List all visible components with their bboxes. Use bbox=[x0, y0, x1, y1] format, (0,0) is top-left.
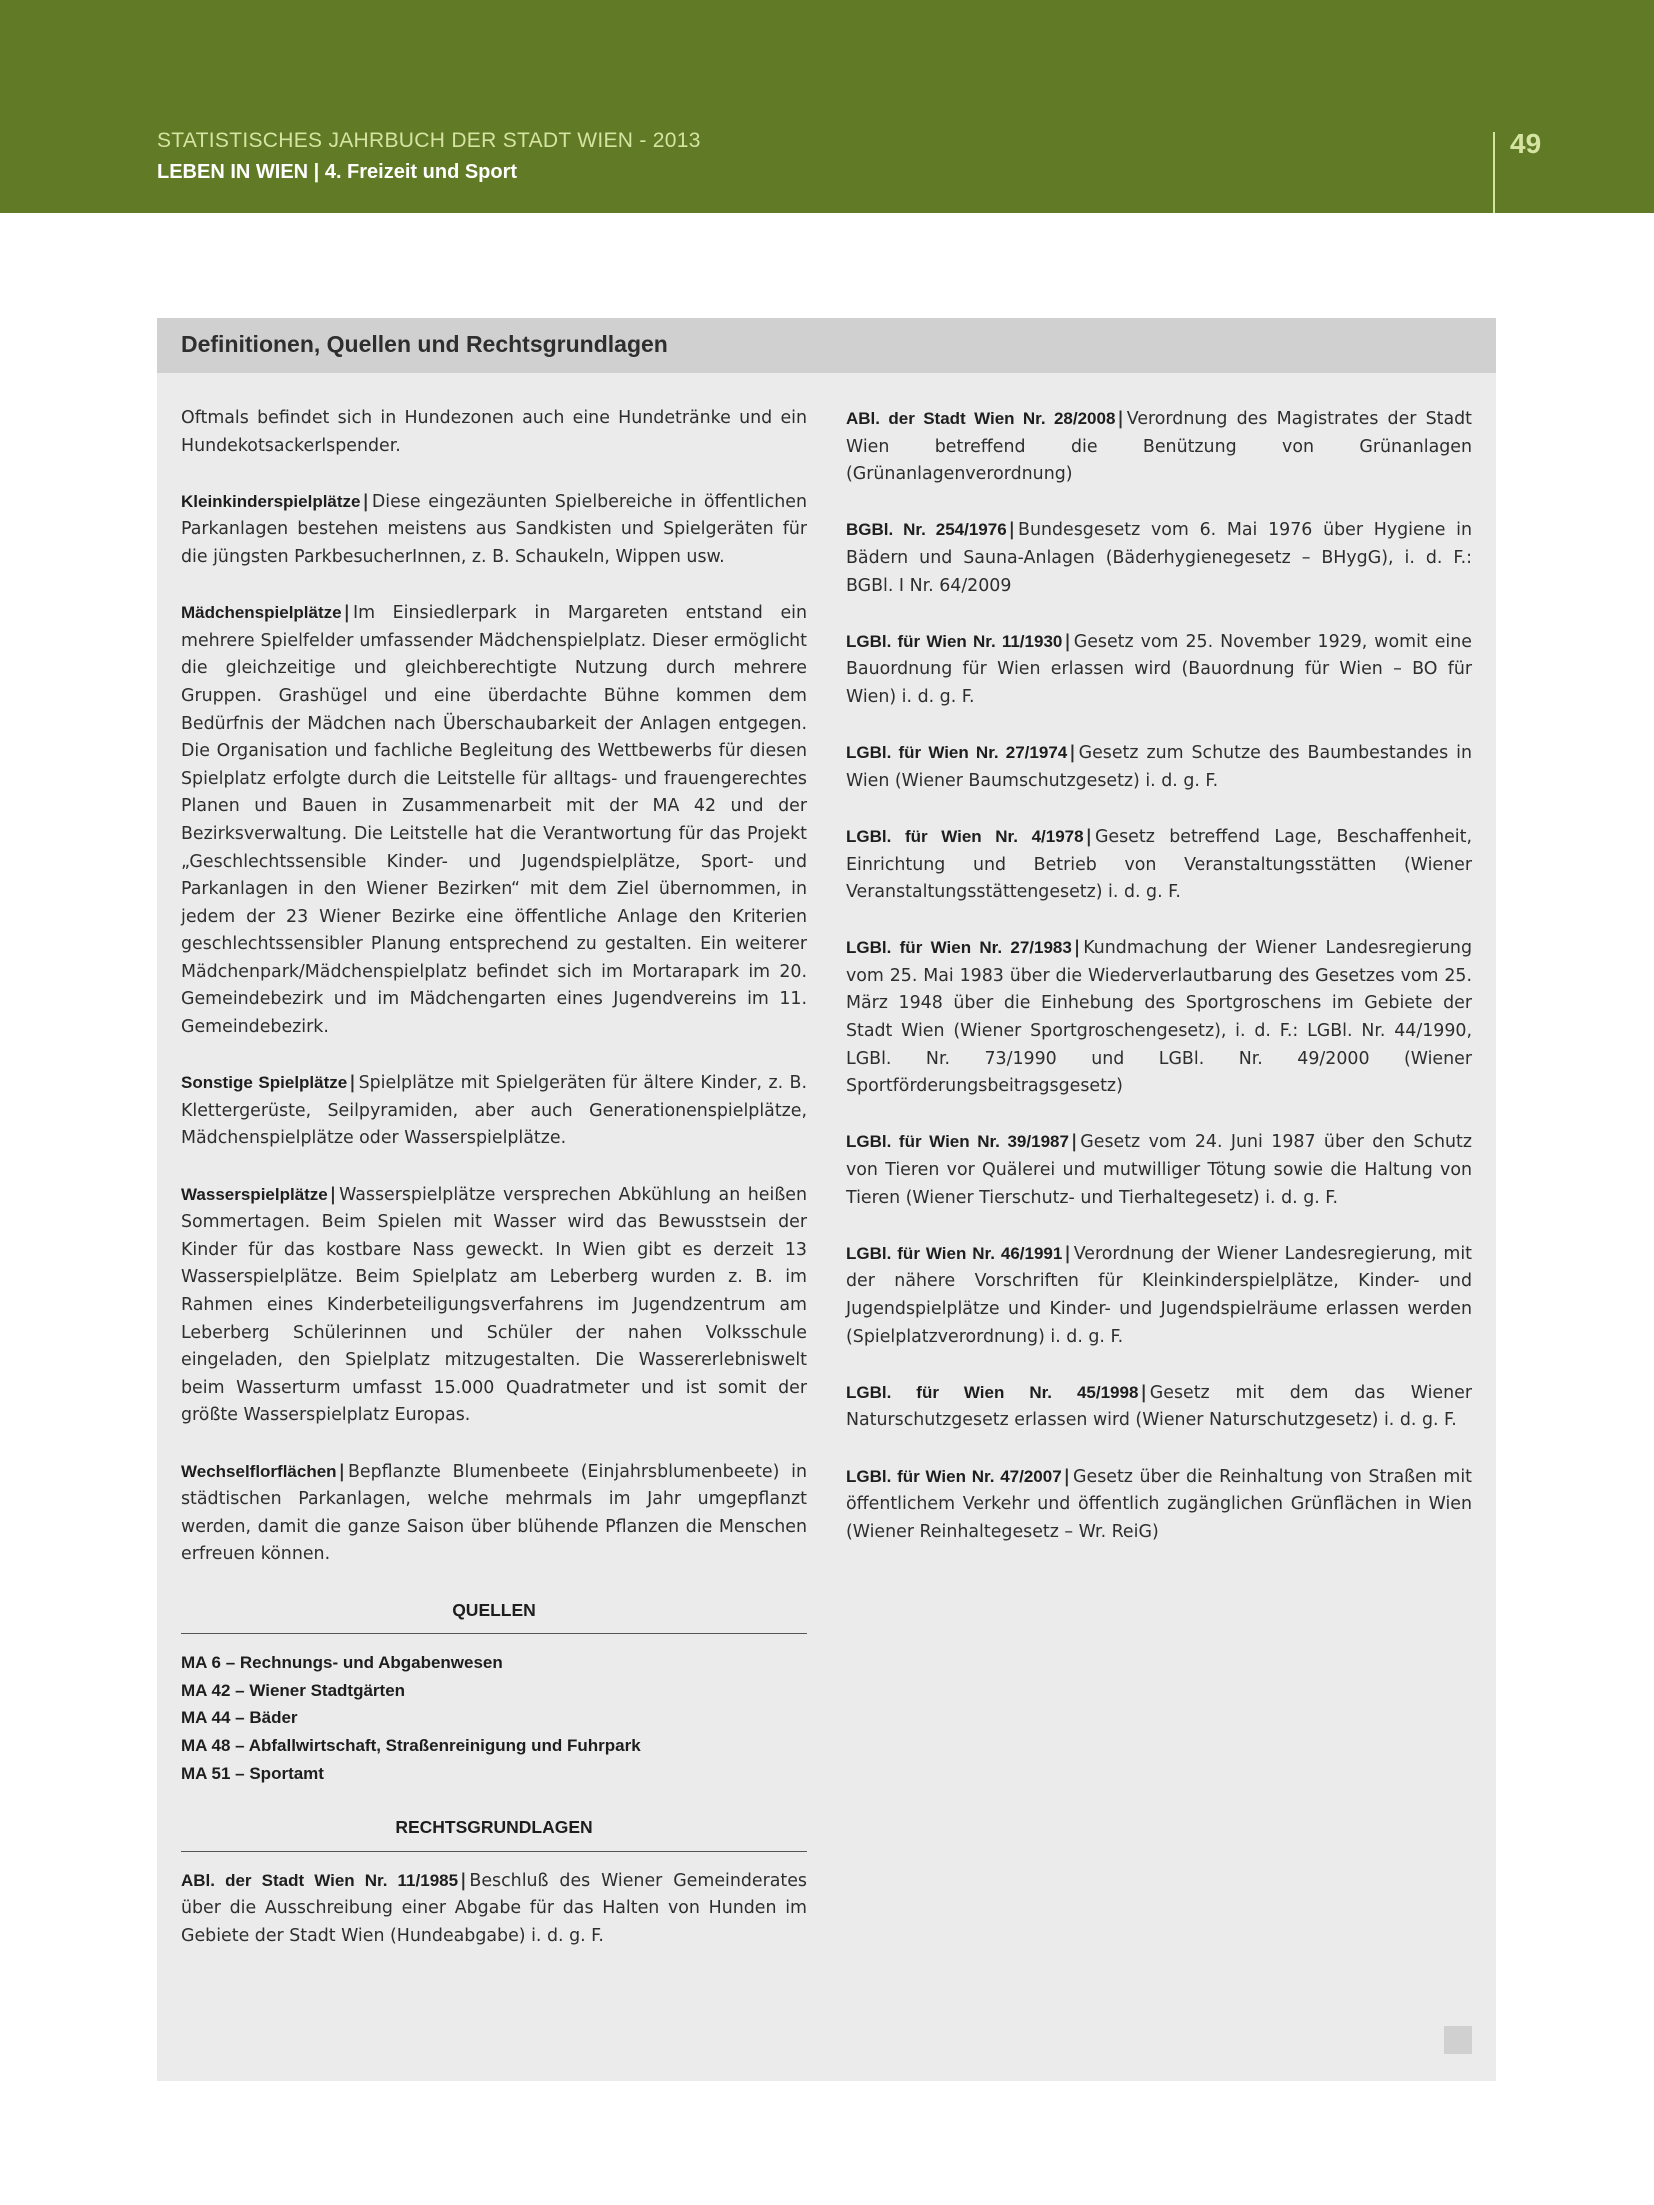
chapter-subtitle: LEBEN IN WIEN | 4. Freizeit und Sport bbox=[157, 161, 518, 183]
legal-term: LGBl. für Wien Nr. 11/1930 bbox=[846, 631, 1063, 651]
source-item: MA 6 – Rechnungs- und Abgabenwesen bbox=[181, 1653, 503, 1673]
panel-title: Definitionen, Quellen und Rechtsgrundlagen bbox=[181, 331, 668, 357]
header-divider bbox=[1493, 132, 1495, 213]
definitions-panel bbox=[157, 318, 1496, 2081]
definition-text: Spielplätze mit Spielgeräten für ältere Kinder, z. B. Klettergerüste, Seilpyramiden, aber auch Generationenspielplätze, Mädchenspielplätze oder Wasserspielplätze. bbox=[181, 1073, 808, 1149]
legal-text: Gesetz vom 25. November 1929, womit eine Bauordnung für Wien erlassen wird (Bauordnung für Wien – BO für Wien) i. d. g. F. bbox=[846, 631, 1472, 707]
page-header bbox=[0, 0, 1654, 213]
definition-paragraph: Wechselflorflächen | Bepflanzte Blumenbeete (Einjahrsblumenbeete) in städtischen Parkanlagen, welche mehrmals im Jahr umgepflanzt werden, damit die ganze Saison über blühende Pflanzen die Menschen erfreuen können. bbox=[181, 1461, 807, 1565]
definition-paragraph: Kleinkinderspielplätze | Diese eingezäunten Spielbereiche in öffentlichen Parkanlagen bestehen meistens aus Sandkisten und Spielgeräten für die jüngsten ParkbesucherInnen, z. B. Schaukeln, Wippen usw. bbox=[181, 491, 807, 567]
legal-paragraph: LGBl. für Wien Nr. 11/1930 | Gesetz vom 25. November 1929, womit eine Bauordnung für Wien erlassen wird (Bauordnung für Wien – BO für Wien) i. d. g. F. bbox=[846, 631, 1472, 707]
yearbook-title: STATISTISCHES JAHRBUCH DER STADT WIEN - 2013 bbox=[157, 129, 701, 152]
legal-text: Gesetz zum Schutze des Baumbestandes in Wien (Wiener Baumschutzgesetz) i. d. g. F. bbox=[846, 743, 1472, 791]
definition-text: Wasserspielplätze versprechen Abkühlung an heißen Sommertagen. Beim Spielen mit Wasser wird das Bewusstsein der Kinder für das kostbare Nass geweckt. In Wien gibt es derzeit 13 Wasserspielplätze. Beim Spielplatz am Leberberg wurden z. B. im Rahmen eines Kinderbeteiligungsverfahrens im Jugendzentrum am Leberberg Schülerinnen und Schüler der nahen Volksschule eingeladen, den Spielplatz mitzugestalten. Die Wassererlebniswelt beim Wasserturm umfasst 15.000 Quadratmeter und ist somit der größte Wasserspielplatz Europas. bbox=[181, 1184, 807, 1426]
legal-paragraph: BGBl. Nr. 254/1976 | Bundesgesetz vom 6. Mai 1976 über Hygiene in Bädern und Sauna-Anlagen (Bäderhygienegesetz – BHygG), i. d. F.: BGBl. I Nr. 64/2009 bbox=[846, 520, 1472, 596]
legal-term: LGBl. für Wien Nr. 27/1974 bbox=[846, 743, 1068, 763]
legal-paragraph: LGBl. für Wien Nr. 46/1991 | Verordnung der Wiener Landesregierung, mit der nähere Vorschriften für Kleinkinderspielplätze, Kinder- und Jugendspielplätze und Kinder- und Jugendspielräume erlassen werden (Spielplatzverordnung) i. d. g. F. bbox=[846, 1243, 1472, 1347]
legal-term: LGBl. für Wien Nr. 27/1983 bbox=[846, 938, 1072, 958]
legal-term: ABl. der Stadt Wien Nr. 11/1985 bbox=[181, 1870, 459, 1890]
source-item: MA 48 – Abfallwirtschaft, Straßenreinigung und Fuhrpark bbox=[181, 1735, 641, 1755]
legal-paragraph: LGBl. für Wien Nr. 4/1978 | Gesetz betreffend Lage, Beschaffenheit, Einrichtung und Betrieb von Veranstaltungsstätten (Wiener Veranstaltungsstättengesetz) i. d. g. F. bbox=[846, 826, 1472, 903]
legal-text: Verordnung des Magistrates der Stadt Wien betreffend die Benützung von Grünanlagen (Grünanlagenverordnung) bbox=[846, 409, 1472, 485]
panel-header bbox=[157, 318, 1496, 373]
definition-term: Kleinkinderspielplätze bbox=[181, 491, 361, 511]
legal-text: Kundmachung der Wiener Landesregierung vom 25. Mai 1983 über die Wiederverlautbarung des Gesetzes vom 25. März 1948 über die Einhebung des Sportgroschens im Gebiete der Stadt Wien (Wiener Sportgroschengesetz), i. d. F.: LGBl. Nr. 44/1990, LGBl. Nr. 73/1990 und LGBl. Nr. 49/2000 (Wiener Sportförderungsbeitragsgesetz) bbox=[846, 938, 1472, 1097]
definition-text: Bepflanzte Blumenbeete (Einjahrsblumenbeete) in städtischen Parkanlagen, welche mehrmals im Jahr umgepflanzt werden, damit die ganze Saison über blühende Pflanzen die Menschen erfreuen können. bbox=[181, 1461, 807, 1565]
legal-term: BGBl. Nr. 254/1976 bbox=[846, 520, 1007, 540]
legal-paragraph: ABl. der Stadt Wien Nr. 11/1985 | Beschluß des Wiener Gemeinderates über die Ausschreibung einer Abgabe für das Halten von Hunden im Gebiete der Stadt Wien (Hundeabgabe) i. d. g. F. bbox=[181, 1870, 807, 1946]
definition-term: Sonstige Spielplätze bbox=[181, 1073, 348, 1093]
legal-term: LGBl. für Wien Nr. 45/1998 bbox=[846, 1382, 1139, 1402]
legal-text: Gesetz über die Reinhaltung von Straßen mit öffentlichem Verkehr und öffentlich zugänglichen Grünflächen in Wien (Wiener Reinhaltegesetz – Wr. ReiG) bbox=[846, 1466, 1472, 1542]
corner-marker bbox=[1444, 2026, 1472, 2054]
definition-term: Mädchenspielplätze bbox=[181, 603, 342, 623]
legal-heading: RECHTSGRUNDLAGEN bbox=[181, 1814, 807, 1852]
left-column bbox=[181, 405, 807, 1978]
legal-text: Gesetz vom 24. Juni 1987 über den Schutz von Tieren vor Quälerei und mutwilliger Tötung sowie die Haltung von Tieren (Wiener Tierschutz- und Tierhaltegesetz) i. d. g. F. bbox=[846, 1132, 1472, 1208]
definition-term: Wechselflorflächen bbox=[181, 1461, 337, 1481]
legal-paragraph: LGBl. für Wien Nr. 47/2007 | Gesetz über die Reinhaltung von Straßen mit öffentlichem Verkehr und öffentlich zugänglichen Grünflächen in Wien (Wiener Reinhaltegesetz – Wr. ReiG) bbox=[846, 1466, 1472, 1542]
legal-text: Gesetz mit dem das Wiener Naturschutzgesetz erlassen wird (Wiener Naturschutzgesetz) i. d. g. F. bbox=[846, 1382, 1472, 1431]
legal-text: Bundesgesetz vom 6. Mai 1976 über Hygiene in Bädern und Sauna-Anlagen (Bäderhygienegesetz – BHygG), i. d. F.: BGBl. I Nr. 64/2009 bbox=[846, 520, 1472, 596]
legal-paragraph: ABl. der Stadt Wien Nr. 28/2008 | Verordnung des Magistrates der Stadt Wien betreffend die Benützung von Grünanlagen (Grünanlagenverordnung) bbox=[846, 409, 1472, 485]
legal-text: Verordnung der Wiener Landesregierung, mit der nähere Vorschriften für Kleinkinderspielplätze, Kinder- und Jugendspielplätze und Kinder- und Jugendspielräume erlassen werden (Spielplatzverordnung) i. d. g. F. bbox=[846, 1243, 1472, 1347]
legal-paragraph: LGBl. für Wien Nr. 39/1987 | Gesetz vom 24. Juni 1987 über den Schutz von Tieren vor Quälerei und mutwilliger Tötung sowie die Haltung von Tieren (Wiener Tierschutz- und Tierhaltegesetz) i. d. g. F. bbox=[846, 1132, 1472, 1208]
intro-paragraph: Oftmals befindet sich in Hundezonen auch eine Hundetränke und ein Hundekotsackerlspender. bbox=[181, 408, 807, 456]
legal-paragraph: LGBl. für Wien Nr. 45/1998 | Gesetz mit dem das Wiener Naturschutzgesetz erlassen wird (Wiener Naturschutzgesetz) i. d. g. F. bbox=[846, 1382, 1472, 1431]
source-item: MA 51 – Sportamt bbox=[181, 1763, 324, 1783]
legal-term: LGBl. für Wien Nr. 47/2007 bbox=[846, 1466, 1062, 1486]
legal-text: Beschluß des Wiener Gemeinderates über die Ausschreibung einer Abgabe für das Halten von Hunden im Gebiete der Stadt Wien (Hundeabgabe) i. d. g. F. bbox=[181, 1870, 807, 1946]
right-column bbox=[846, 405, 1472, 1574]
legal-term: LGBl. für Wien Nr. 46/1991 bbox=[846, 1243, 1063, 1263]
sources-list bbox=[181, 1649, 807, 1787]
legal-term: ABl. der Stadt Wien Nr. 28/2008 bbox=[846, 409, 1116, 428]
page-number: 49 bbox=[1510, 128, 1542, 159]
definition-paragraph: Wasserspielplätze | Wasserspielplätze versprechen Abkühlung an heißen Sommertagen. Beim Spielen mit Wasser wird das Bewusstsein der Kinder für das kostbare Nass geweckt. In Wien gibt es derzeit 13 Wasserspielplätze. Beim Spielplatz am Leberberg wurden z. B. im Rahmen eines Kinderbeteiligungsverfahrens im Jugendzentrum am Leberberg Schülerinnen und Schüler der nahen Volksschule eingeladen, den Spielplatz mitzugestalten. Die Wassererlebniswelt beim Wasserturm umfasst 15.000 Quadratmeter und ist somit der größte Wasserspielplatz Europas. bbox=[181, 1184, 807, 1426]
legal-term: LGBl. für Wien Nr. 4/1978 bbox=[846, 826, 1084, 846]
sources-heading: QUELLEN bbox=[181, 1597, 807, 1635]
legal-paragraph: LGBl. für Wien Nr. 27/1983 | Kundmachung der Wiener Landesregierung vom 25. Mai 1983 über die Wiederverlautbarung des Gesetzes vom 25. März 1948 über die Einhebung des Sportgroschens im Gebiete der Stadt Wien (Wiener Sportgroschengesetz), i. d. F.: LGBl. Nr. 44/1990, LGBl. Nr. 73/1990 und LGBl. Nr. 49/2000 (Wiener Sportförderungsbeitragsgesetz) bbox=[846, 938, 1472, 1097]
legal-term: LGBl. für Wien Nr. 39/1987 bbox=[846, 1132, 1069, 1152]
definition-text: Diese eingezäunten Spielbereiche in öffentlichen Parkanlagen bestehen meistens aus Sandkisten und Spielgeräten für die jüngsten ParkbesucherInnen, z. B. Schaukeln, Wippen usw. bbox=[181, 491, 807, 567]
definition-paragraph: Mädchenspielplätze | Im Einsiedlerpark in Margareten entstand ein mehrere Spielfelder umfassender Mädchenspielplatz. Dieser ermöglicht die gleichzeitige und gleichberechtigte Nutzung durch mehrere Gruppen. Grashügel und eine überdachte Bühne kommen dem Bedürfnis der Mädchen nach Überschaubarkeit der Anlagen entgegen. Die Organisation und fachliche Begleitung des Wettbewerbs für diesen Spielplatz erfolgte durch die Leitstelle für alltags- und frauengerechtes Planen und Bauen in Zusammenarbeit mit der MA 42 und der Bezirksverwaltung. Die Leitstelle hat die Verantwortung für das Projekt „Geschlechtssensible Kinder- und Jugendspielplätze, Sport- und Parkanlagen in den Wiener Bezirken“ mit dem Ziel übernommen, in jedem der 23 Wiener Bezirke eine öffentliche Anlage den Kriterien geschlechtssensibler Planung entsprechend zu gestalten. Ein weiterer Mädchenpark/Mädchenspielplatz befindet sich im Mortarapark im 20. Gemeindebezirk und im Mädchengarten eines Jugendvereins im 11. Gemeindebezirk. bbox=[181, 603, 807, 1038]
definition-text: Im Einsiedlerpark in Margareten entstand ein mehrere Spielfelder umfassender Mädchenspielplatz. Dieser ermöglicht die gleichzeitige und gleichberechtigte Nutzung durch mehrere Gruppen. Grashügel und eine überdachte Bühne kommen dem Bedürfnis der Mädchen nach Überschaubarkeit der Anlagen entgegen. Die Organisation und fachliche Begleitung des Wettbewerbs für diesen Spielplatz erfolgte durch die Leitstelle für alltags- und frauengerechtes Planen und Bauen in Zusammenarbeit mit der MA 42 und der Bezirksverwaltung. Die Leitstelle hat die Verantwortung für das Projekt „Geschlechtssensible Kinder- und Jugendspielplätze, Sport- und Parkanlagen in den Wiener Bezirken“ mit dem Ziel übernommen, in jedem der 23 Wiener Bezirke eine öffentliche Anlage den Kriterien geschlechtssensibler Planung entsprechend zu gestalten. Ein weiterer Mädchenpark/Mädchenspielplatz befindet sich im Mortarapark im 20. Gemeindebezirk und im Mädchengarten eines Jugendvereins im 11. Gemeindebezirk. bbox=[181, 603, 807, 1038]
legal-paragraph: LGBl. für Wien Nr. 27/1974 | Gesetz zum Schutze des Baumbestandes in Wien (Wiener Baumschutzgesetz) i. d. g. F. bbox=[846, 743, 1472, 791]
definition-paragraph: Sonstige Spielplätze | Spielplätze mit Spielgeräten für ältere Kinder, z. B. Klettergerüste, Seilpyramiden, aber auch Generationenspielplätze, Mädchenspielplätze oder Wasserspielplätze. bbox=[181, 1073, 808, 1149]
source-item: MA 42 – Wiener Stadtgärten bbox=[181, 1680, 406, 1700]
legal-text: Gesetz betreffend Lage, Beschaffenheit, Einrichtung und Betrieb von Veranstaltungsstätten (Wiener Veranstaltungsstättengesetz) i. d. g. F. bbox=[846, 826, 1472, 903]
source-item: MA 44 – Bäder bbox=[181, 1708, 298, 1728]
definition-term: Wasserspielplätze bbox=[181, 1184, 328, 1204]
